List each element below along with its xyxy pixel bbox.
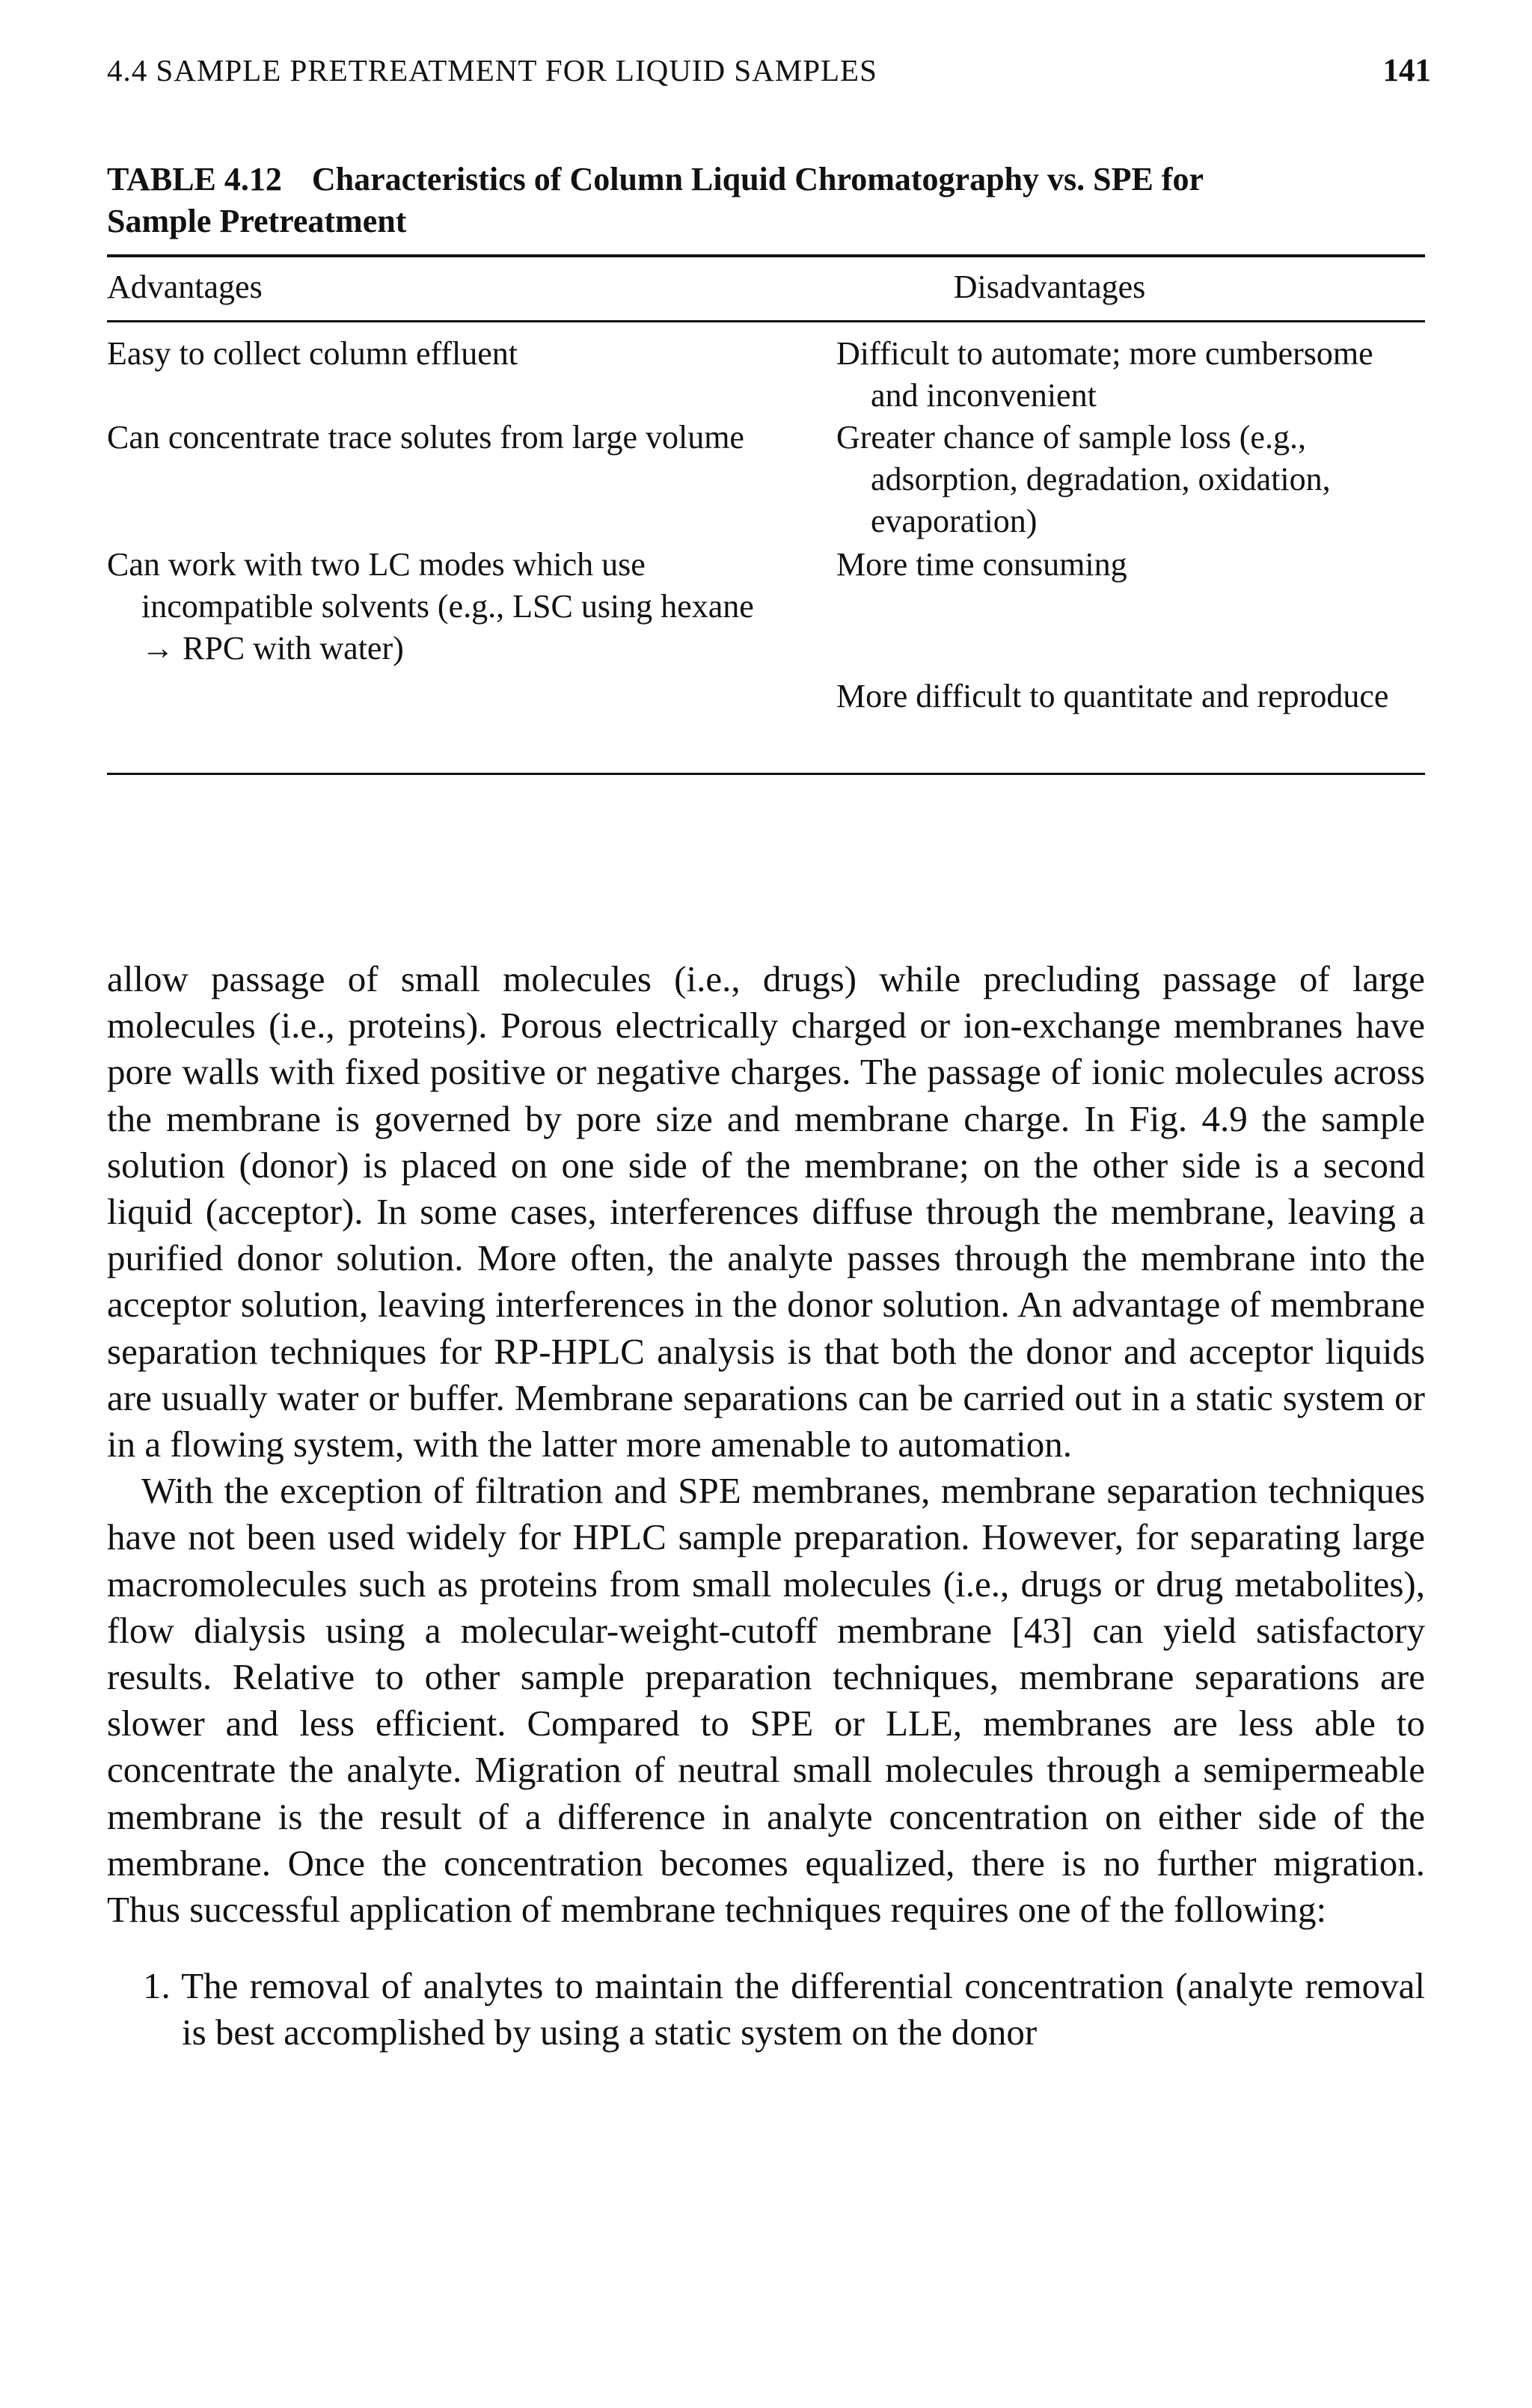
running-header <box>107 52 1431 97</box>
table-caption <box>107 159 1425 242</box>
table-cell-disadvantage: Greater chance of sample loss (e.g., adsorption, degradation, oxidation, evaporation) <box>836 419 1331 539</box>
table-cell-advantage: Can work with two LC modes which use incompatible solvents (e.g., LSC using hexane → RPC with water) <box>107 546 754 667</box>
list-item: 1. The removal of analytes to maintain the differential concentration (analyte removal is best accomplished by using a static system on the donor <box>143 1965 1425 2053</box>
table-caption-line2: Sample Pretreatment <box>107 203 407 239</box>
table-cell-disadvantage: More difficult to quantitate and reproduce <box>836 678 1389 714</box>
table-caption-line1: Characteristics of Column Liquid Chromatography vs. SPE for <box>311 161 1204 197</box>
paragraph: With the exception of filtration and SPE membranes, membrane separation techniques have not been used widely for HPLC sample preparation. However, for separating large macromolecules such as proteins from small molecules (i.e., drugs or drug metabolites), flow dialysis using a molecular-weight-cutoff membrane [43] can yield satisfactory results. Relative to other sample preparation techniques, membrane separations are slower and less efficient. Compared to SPE or LLE, membranes are less able to concentrate the analyte. Migration of neutral small molecules through a semipermeable membrane is the result of a difference in analyte concentration on either side of the membrane. Once the concentration becomes equalized, there is no further migration. Thus successful application of membrane techniques requires one of the following: <box>107 1470 1425 1931</box>
column-header-disadvantages: Disadvantages <box>953 269 1146 305</box>
running-title: 4.4 SAMPLE PRETREATMENT FOR LIQUID SAMPLES <box>107 53 877 88</box>
table-header-rule <box>107 320 1425 322</box>
column-header-advantages: Advantages <box>107 269 263 305</box>
table-cell-advantage: Can concentrate trace solutes from large volume <box>107 419 744 456</box>
table-cell-disadvantage: More time consuming <box>836 546 1127 583</box>
table-bottom-rule <box>107 773 1425 775</box>
table-label: TABLE 4.12 <box>107 161 282 197</box>
paragraph: allow passage of small molecules (i.e., drugs) while precluding passage of large molecules (i.e., proteins). Porous electrically charged or ion-exchange membranes have pore walls with fixed positive or negative charges. The passage of ionic molecules across the membrane is governed by pore size and membrane charge. In Fig. 4.9 the sample solution (donor) is placed on one side of the membrane; on the other side is a second liquid (acceptor). In some cases, interferences diffuse through the membrane, leaving a purified donor solution. More often, the analyte passes through the membrane into the acceptor solution, leaving interferences in the donor solution. An advantage of membrane separation techniques for RP-HPLC analysis is that both the donor and acceptor liquids are usually water or buffer. Membrane separations can be carried out in a static system or in a flowing system, with the latter more amenable to automation. <box>107 958 1425 1465</box>
page-number: 141 <box>1382 53 1431 88</box>
table-top-rule <box>107 254 1425 257</box>
body-text <box>107 956 1425 2056</box>
table-cell-advantage: Easy to collect column effluent <box>107 335 518 372</box>
table-cell-disadvantage: Difficult to automate; more cumbersome and inconvenient <box>836 335 1373 414</box>
